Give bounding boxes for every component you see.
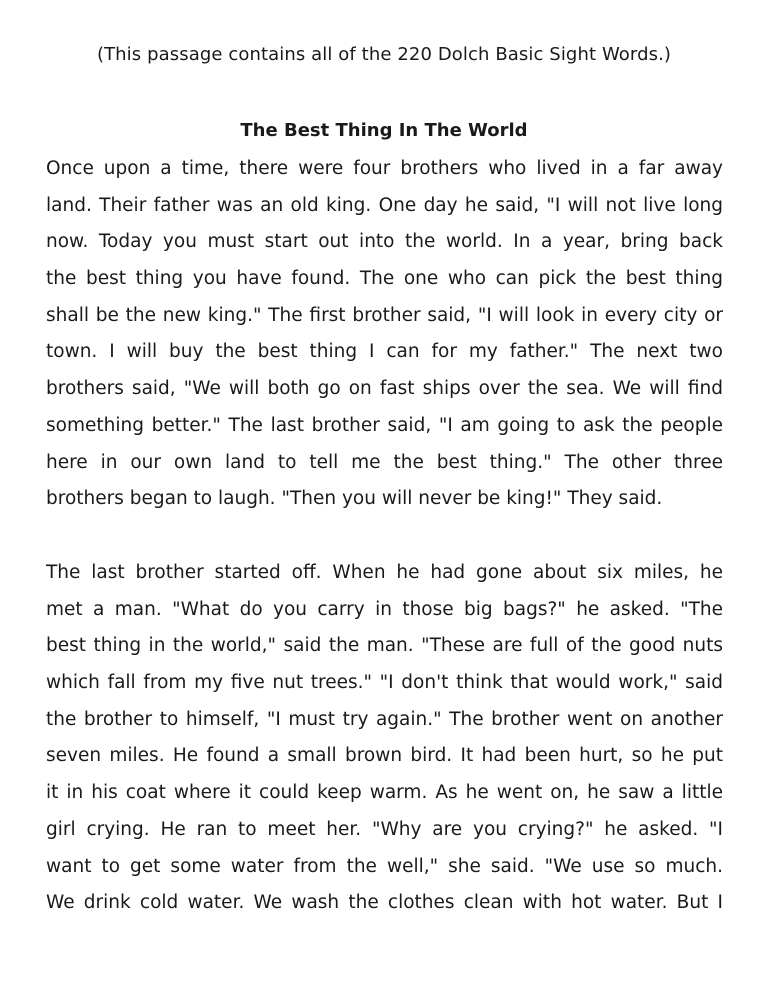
text-line: brothers began to laugh. "Then you will never be king!" They said. <box>46 488 663 510</box>
text-line: girl crying. He ran to meet her. "Why are you crying?" he asked. "I <box>46 818 723 840</box>
text-line: the best thing you have found. The one who can pick the best thing <box>46 268 723 290</box>
text-line: now. Today you must start out into the world. In a year, bring back <box>46 231 723 253</box>
text-line: something better." The last brother said, "I am going to ask the people <box>46 414 723 436</box>
text-line: the brother to himself, "I must try again." The brother went on another <box>46 708 723 730</box>
text-line: want to get some water from the well," she said. "We use so much. <box>46 855 723 877</box>
passage-note: (This passage contains all of the 220 Dolch Basic Sight Words.) <box>96 44 672 65</box>
paragraph-2 <box>46 555 723 922</box>
text-line: seven miles. He found a small brown bird. It had been hurt, so he put <box>46 745 723 767</box>
text-line: it in his coat where it could keep warm. As he went on, he saw a little <box>46 782 723 804</box>
text-line: Once upon a time, there were four brothers who lived in a far away <box>46 158 723 179</box>
text-line: which fall from my five nut trees." "I don't think that would work," said <box>46 672 723 694</box>
text-line: brothers said, "We will both go on fast ships over the sea. We will find <box>46 378 723 400</box>
paragraph-1 <box>46 151 723 518</box>
text-line: The last brother started off. When he had gone about six miles, he <box>46 562 723 583</box>
text-line: best thing in the world," said the man. "These are full of the good nuts <box>46 635 723 657</box>
text-line: town. I will buy the best thing I can for my father." The next two <box>46 341 723 363</box>
text-line: shall be the new king." The first brother said, "I will look in every city or <box>46 304 723 326</box>
text-line: land. Their father was an old king. One day he said, "I will not live long <box>46 194 723 216</box>
text-line: We drink cold water. We wash the clothes clean with hot water. But I <box>46 892 723 914</box>
text-line: met a man. "What do you carry in those big bags?" he asked. "The <box>46 598 723 620</box>
text-line: here in our own land to tell me the best thing." The other three <box>46 451 723 473</box>
story-title: The Best Thing In The World <box>240 120 528 141</box>
